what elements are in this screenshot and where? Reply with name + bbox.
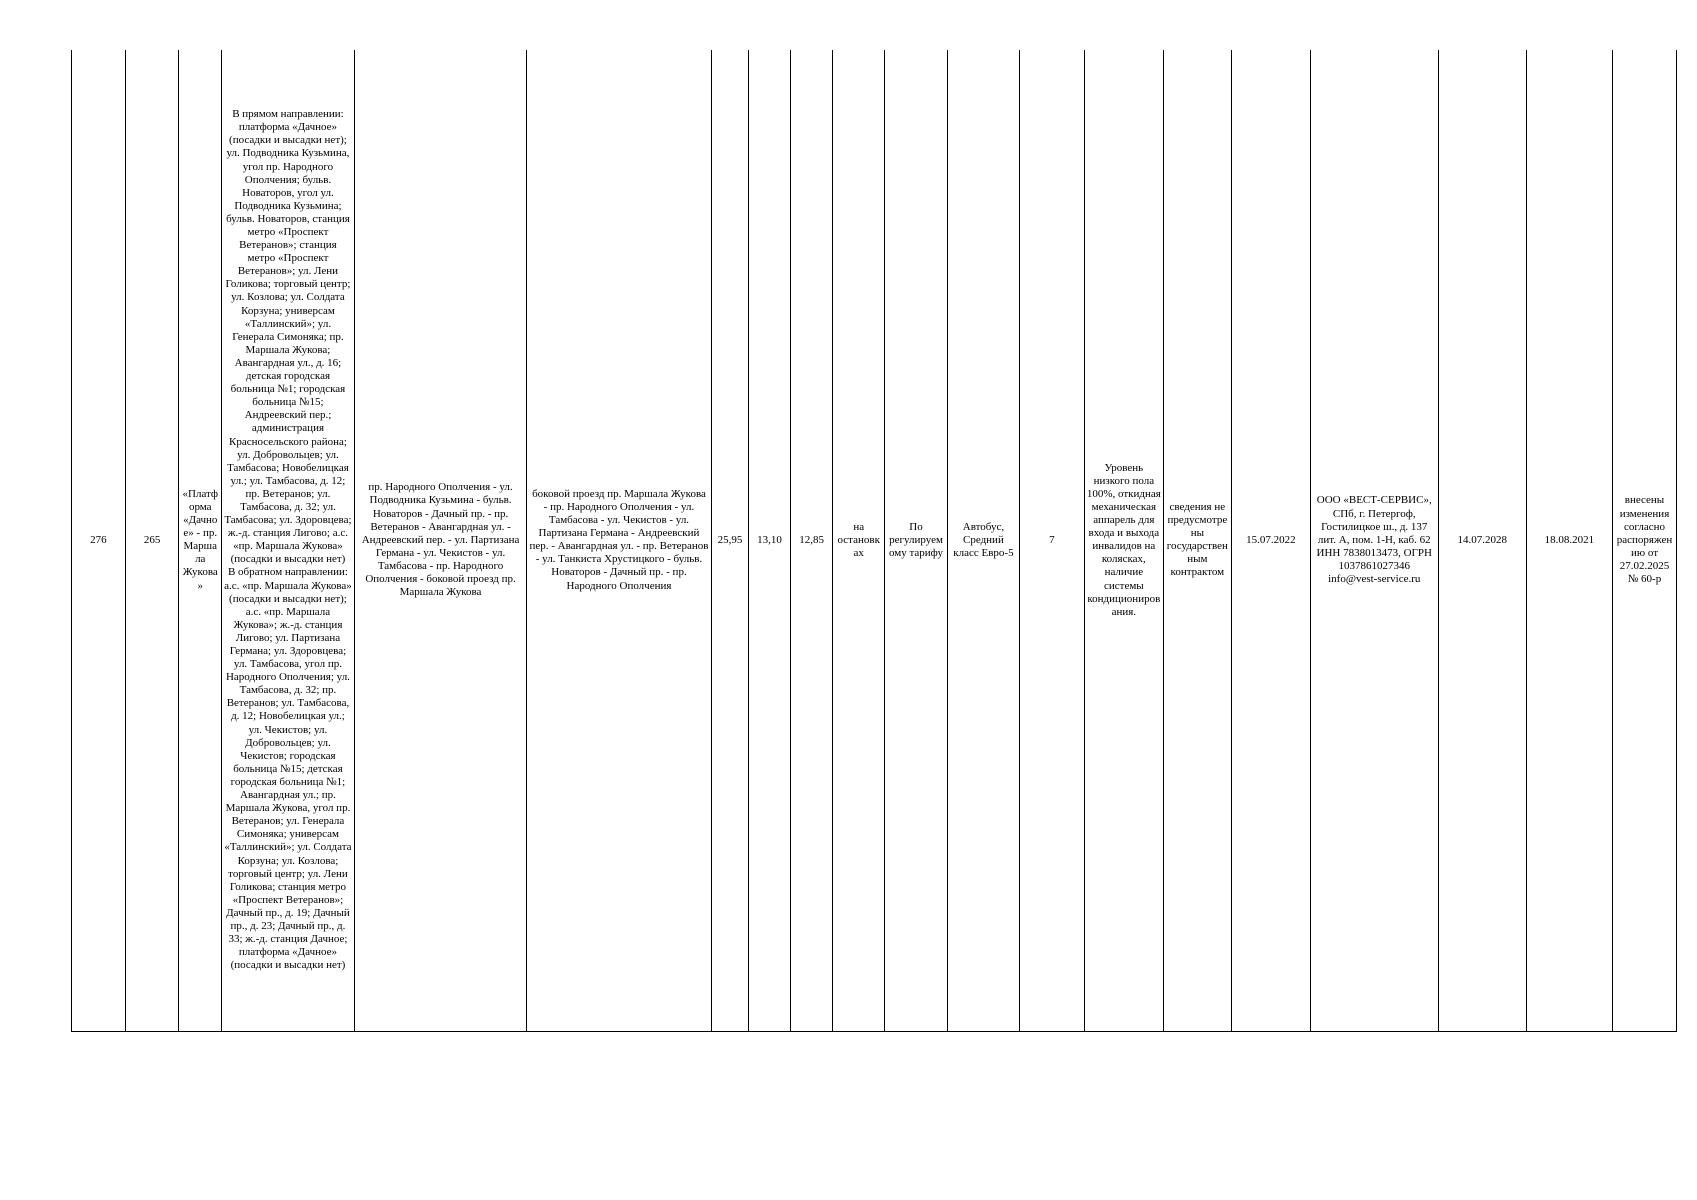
end-date-cell: 14.07.2028 — [1438, 50, 1526, 1031]
route-name-cell: «Платформа «Дачное» - пр. Маршала Жукова» — [179, 50, 222, 1031]
route-registry-table — [71, 50, 1677, 1032]
stops-forward-text: В прямом направлении: платформа «Дачное» (посадки и высадки нет); ул. Подводника Кузьмина, угол пр. Народного Ополчения; бульв. Новаторов, угол ул. Подводника Кузьмина; бульв. Новаторов, станция метро «Проспект Ветеранов»; станция метро «Проспект Ветеранов»; ул. Лени Голикова; торговый центр; ул. Козлова; ул. Солдата Корзуна; универсам «Таллинский»; ул. Генерала Симоняка; пр. Маршала Жукова; Авангардная ул., д. 16; детская городская больница №1; городская больница №15; Андреевский пер.; администрация Красносельского района; ул. Добровольцев; ул. Тамбасова; Новобелицкая ул.; ул. Тамбасова, д. 12; пр. Ветеранов; ул. Тамбасова, д. 32; ул. Тамбасова; ул. Здоровцева; ж.-д. станция Лигово; а.с. «пр. Маршала Жукова» (посадки и высадки нет) — [224, 108, 352, 566]
table-row — [72, 50, 1677, 1031]
route-number-cell: 265 — [125, 50, 179, 1031]
length-backward-cell: 13,10 — [749, 50, 791, 1031]
streets-backward-cell: боковой проезд пр. Маршала Жукова - пр. Народного Ополчения - ул. Тамбасова - ул. Чекистов - ул. Партизана Германа - Андреевский пер. - Авангардная ул. - пр. Ветеранов - ул. Танкиста Хрустицкого - бульв. Новаторов - Дачный пр. - пр. Народного Ополчения — [527, 50, 712, 1031]
start-date-cell: 15.07.2022 — [1231, 50, 1310, 1031]
notes-cell: внесены изменения согласно распоряжению от 27.02.2025 № 60-р — [1613, 50, 1677, 1031]
vehicle-cell: Автобус, Средний класс Евро-5 — [947, 50, 1019, 1031]
registration-number-cell: 276 — [72, 50, 126, 1031]
length-forward-cell: 25,95 — [711, 50, 749, 1031]
vehicle-count-cell: 7 — [1019, 50, 1084, 1031]
change-date-cell: 18.08.2021 — [1526, 50, 1612, 1031]
stop-order-cell: на остановках — [833, 50, 885, 1031]
vehicle-features-cell: Уровень низкого пола 100%, откидная механическая аппарель для входа и выхода инвалидов на колясках, наличие системы кондиционирования. — [1084, 50, 1163, 1031]
tariff-cell: По регулируемому тарифу — [885, 50, 948, 1031]
length-other-cell: 12,85 — [790, 50, 833, 1031]
contract-info-cell: сведения не предусмотрены государственным контрактом — [1163, 50, 1231, 1031]
streets-forward-cell: пр. Народного Ополчения - ул. Подводника Кузьмина - бульв. Новаторов - Дачный пр. - пр. Ветеранов - Авангардная ул. - Андреевский пер. - ул. Партизана Германа - ул. Чекистов - ул. Тамбасова - пр. Народного Ополчения - боковой проезд пр. Маршала Жукова — [354, 50, 526, 1031]
carrier-cell: ООО «ВЕСТ-СЕРВИС», СПб, г. Петергоф, Гостилицкое ш., д. 137 лит. А, пом. 1-Н, каб. 62 ИНН 7838013473, ОГРН 1037861027346 info@vest-service.ru — [1310, 50, 1438, 1031]
stops-cell — [222, 50, 355, 1031]
stops-backward-text: В обратном направлении: а.с. «пр. Маршала Жукова» (посадки и высадки нет); а.с. «пр. Маршала Жукова»; ж.-д. станция Лигово; ул. Партизана Германа; ул. Здоровцева; ул. Тамбасова, угол пр. Народного Ополчения; ул. Тамбасова, д. 32; пр. Ветеранов; ул. Тамбасова, д. 12; Новобелицкая ул.; ул. Чекистов; ул. Добровольцев; ул. Чекистов; городская больница №15; детская городская больница №1; Авангардная ул.; пр. Маршала Жукова, угол пр. Ветеранов; ул. Генерала Симоняка; универсам «Таллинский»; ул. Солдата Корзуна; ул. Козлова; торговый центр; ул. Лени Голикова; станция метро «Проспект Ветеранов»; Дачный пр., д. 19; Дачный пр., д. 23; Дачный пр., д. 33; ж.-д. станция Дачное; платформа «Дачное» (посадки и высадки нет) — [224, 566, 352, 972]
